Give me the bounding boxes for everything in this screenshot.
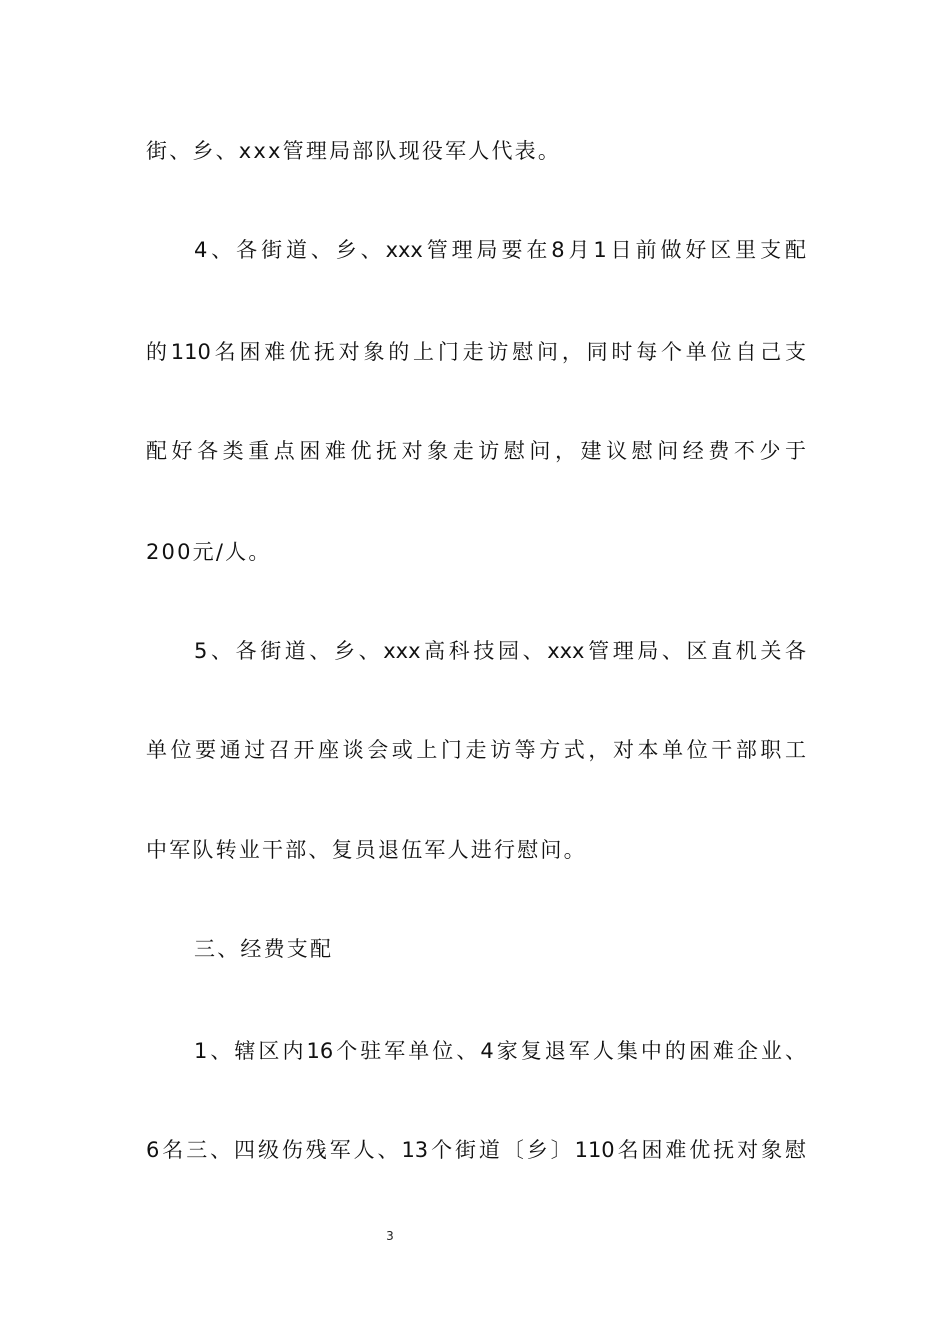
text-line: 单位要通过召开座谈会或上门走访等方式，对本单位干部职工: [146, 738, 806, 762]
text-line: 街、乡、xxx管理局部队现役军人代表。: [146, 139, 562, 163]
text-line: 6名三、四级伤残军人、13个街道〔乡〕110名困难优抚对象慰: [146, 1138, 806, 1162]
text-line: 1、辖区内16个驻军单位、4家复退军人集中的困难企业、: [194, 1039, 806, 1063]
text-line: 的110名困难优抚对象的上门走访慰问，同时每个单位自己支: [146, 340, 806, 364]
text-line: 5、各街道、乡、xxx高科技园、xxx管理局、区直机关各: [194, 639, 806, 663]
text-line: 4、各街道、乡、xxx管理局要在8月1日前做好区里支配: [194, 238, 806, 262]
text-line: 200元/人。: [146, 540, 272, 564]
section-heading: 三、经费支配: [194, 937, 334, 961]
text-line: 中军队转业干部、复员退伍军人进行慰问。: [146, 838, 587, 862]
text-line: 配好各类重点困难优抚对象走访慰问，建议慰问经费不少于: [146, 439, 806, 463]
page-number: 3: [386, 1229, 394, 1243]
